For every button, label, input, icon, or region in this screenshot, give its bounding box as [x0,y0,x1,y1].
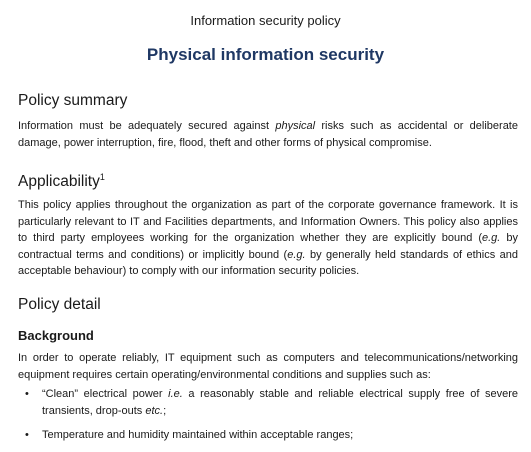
bullet-1-text-end: ; [163,404,167,417]
bullet-1-text-start: “Clean” electrical power [42,388,169,400]
applicability-paragraph [18,197,518,280]
summary-emphasis-physical: physical [275,120,316,132]
background-paragraph: In order to operate reliably, IT equipment such as computers and telecommunications/networking equipment requires certain operating/environmental conditions and supplies such as: [18,352,518,381]
applicability-eg-1: e.g. [482,232,501,244]
list-item [18,427,518,444]
subsection-heading-background: Background [18,328,94,343]
bullet-1-ie: i.e. [168,388,183,400]
applicability-text-2: by contractual terms and conditions) or implicitly bound ( [18,232,518,261]
summary-text-start: Information must be adequately secured against [18,120,276,132]
footnote-marker[interactable]: 1 [99,172,105,182]
running-header: Information security policy [190,13,341,28]
applicability-eg-2: e.g. [287,248,306,261]
bullet-icon: • [25,429,29,441]
applicability-text-1: This policy applies throughout the organization as part of the corporate governance framework. It is particularly relevant to IT and Facilities departments, and Information Owners. This policy also applies to third party employees working for the organization whether they are explicitly bound ( [18,199,518,244]
applicability-heading-text: Applicability [18,173,100,190]
bullet-2-text: Temperature and humidity maintained within acceptable ranges; [42,429,354,441]
section-heading-policy-summary: Policy summary [18,92,128,109]
policy-summary-paragraph [18,118,518,151]
list-item [18,386,518,419]
summary-text-end: risks such as accidental or deliberate damage, power interruption, fire, flood, theft and other forms of physical compromise. [18,120,518,149]
applicability-text-3: by generally held standards of ethics and acceptable behaviour) to comply with our information security policies. [18,248,518,277]
section-heading-applicability [18,172,105,191]
bullet-1-etc: etc. [145,404,164,417]
section-heading-policy-detail: Policy detail [18,296,101,313]
bullet-icon: • [25,388,29,400]
bullet-1-text-mid: a reasonably stable and reliable electrical supply free of severe transients, drop-outs [42,388,518,417]
document-title: Physical information security [146,45,385,64]
